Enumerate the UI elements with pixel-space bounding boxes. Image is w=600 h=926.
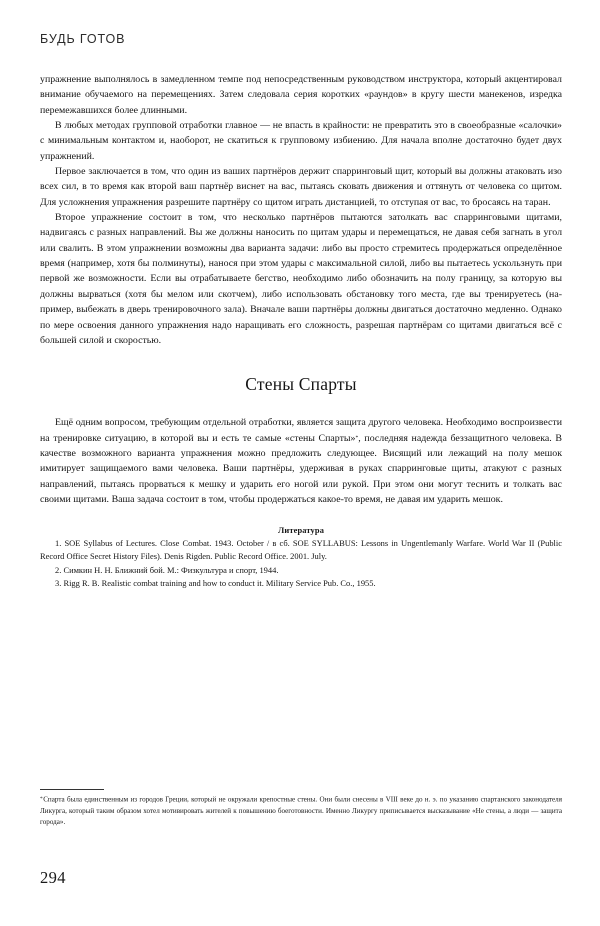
body-paragraph: Второе упражнение состоит в том, что несколько партнёров пытаются затолкать вас спарринговыми щитами, надвигаясь с разных направлений. Вы же должны наносить по щитам удары и перемещаться, не давая себя загнать в угол или свалить. В этом упражнении возможны два варианта задачи: либо вы просто стремитесь продержаться определённое время (например, хотя бы полминуты), нанося при этом удары с максимальной силой, либо вы пытаетесь ускользнуть при первой же возможности. Если вы отрабатываете бегство, необходимо либо обозначить на полу границу, за которую вы должны вырваться (хотя бы мелом или скотчем), либо использовать обстановку того места, где вы тренируетесь (например, выбежать в дверь тренировочного зала). Вначале ваши партнёры должны двигаться достаточно медленно. Однако по мере освоения данного упражнения надо наращивать его сложность, разрешая партнёрам со щитами двигаться всё с большей силой и скоростью. <box>40 212 562 346</box>
references-list <box>40 537 562 590</box>
body-paragraph: упражнение выполнялось в замедленном темпе под непосредственным руководством инструктора, который акцентировал внимание обучаемого на перемещениях. Затем следовала серия коротких «раундов» в кругу шести манекенов, изредка перемежавшихся более длинными. <box>40 74 562 116</box>
footnote-body: Спарта была единственным из городов Греции, который не окружали крепостные стены. Они были снесены в VIII веке до н. э. по указанию спартанского законодателя Ликурга, который таким образом хотел мотивировать жителей к повышению боеготовности. Именно Ликургу приписывается высказывание «Не стены, а люди — защита города». <box>40 795 562 826</box>
section-intro-text-part-two: , последняя надежда беззащитного человека. В качестве возможного варианта упражнения можно предложить следующее. Висящий или лежащий на полу мешок имитирует защищаемого вами человека. Ваши партнёры, удерживая в руках спарринговые щиты, атакуют с разных направлений, пытаясь прорваться к мешку и ударить его ногой или рукой. При этом они могут теснить и толкать вас своими щитами. Ваша задача состоит в том, чтобы продержаться какое-то время, не давая им ударить мешок. <box>40 432 563 505</box>
references-title: Литература <box>277 526 325 536</box>
page-number: 294 <box>40 868 66 887</box>
section-title: Стены Спарты <box>245 374 357 395</box>
footnote-separator-rule <box>40 789 104 790</box>
reference-item: 3. Rigg R. B. Realistic combat training and how to conduct it. Military Service Pub. Co., 1955. <box>55 577 376 588</box>
footnote-marker: * <box>40 796 43 802</box>
section-intro-text-part-one: Ещё одним вопросом, требующим отдельной отработки, является защита другого человека. Необходимо воспроизвести на тренировке ситуацию, в которой вы и есть те самые «стены Спарты» <box>40 417 562 444</box>
running-head: БУДЬ ГОТОВ <box>40 32 126 46</box>
body-paragraph: В любых методах групповой отработки главное — не впасть в крайности: не превратить это в своеобразные «салочки» с минимальным контактом и, наоборот, не скатиться к групповому избиению. Для начала вполне достаточно будет двух упражнений. <box>40 120 562 162</box>
reference-item: 2. Симкин Н. Н. Ближний бой. М.: Физкультура и спорт, 1944. <box>55 564 279 575</box>
footnote-reference-marker[interactable]: * <box>355 434 359 441</box>
reference-item: 1. SOE Syllabus of Lectures. Close Combat. 1943. October / в сб. SOE SYLLABUS: Lessons in Ungentlemanly Warfare. World War II (Public Record Office Secret History Files). Denis Rigden. Public Record Office. 2001. July. <box>40 538 562 562</box>
section-intro-paragraph <box>40 415 562 507</box>
references-section <box>40 526 562 590</box>
footnote-text <box>40 794 562 828</box>
footnote-area <box>40 789 562 828</box>
body-paragraph: Первое заключается в том, что один из ваших партнёров держит спарринговый щит, который вы должны атаковать изо всех сил, в то время как второй ваш партнёр виснет на вас, пытаясь сковать движения и оттянуть от человека со щитом. Для усложнения упражнения разрешите партнёру со щитом играть дистанцией, то отступая от вас, то бросаясь на таран. <box>40 166 562 208</box>
text-column <box>40 72 562 590</box>
